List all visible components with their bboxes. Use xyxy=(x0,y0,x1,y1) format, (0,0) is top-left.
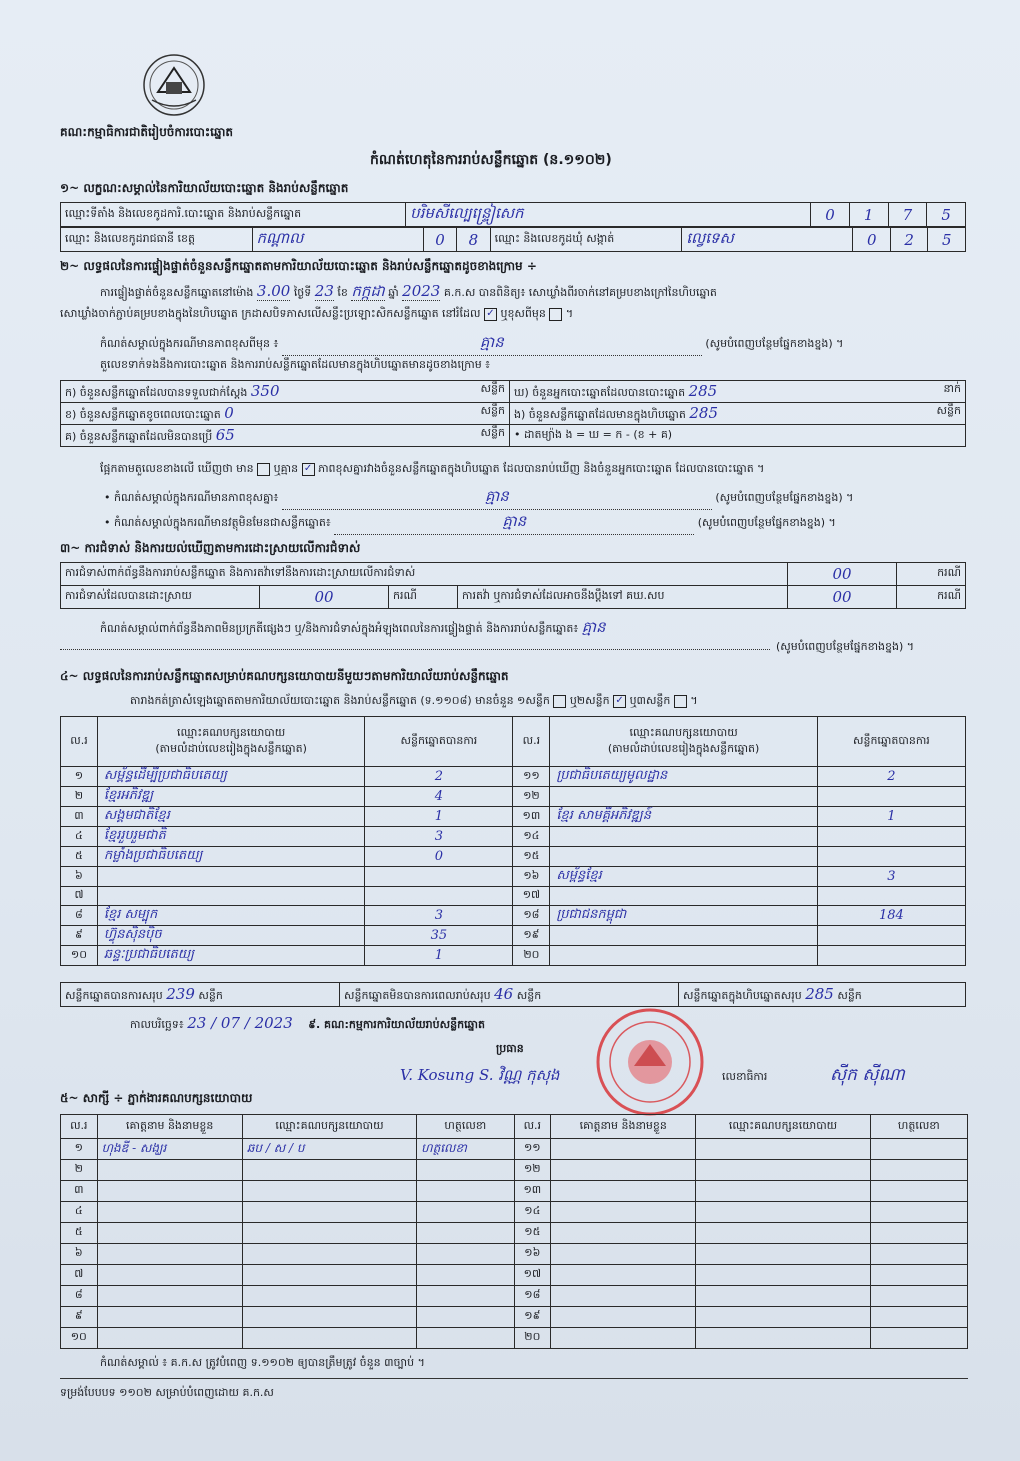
table-row xyxy=(61,867,966,887)
row-number: ២ xyxy=(61,1160,98,1181)
commune-code-digit: 0 xyxy=(853,228,890,252)
witness-signature[interactable] xyxy=(417,1202,514,1223)
witness-name xyxy=(551,1223,696,1244)
difference-note-line xyxy=(100,333,960,356)
figure-label: ក) ចំនួនសន្លឹកឆ្នោតដែលបានទទួលជាក់ស្តែង xyxy=(65,385,248,399)
witness-party xyxy=(242,1181,416,1202)
witness-name xyxy=(97,1307,242,1328)
totals-table: សន្លឹកឆ្នោតបានការសរុប 239 សន្លឹក សន្លឹកឆ្នោតមិនបានការពេលរាប់សរុប 46 សន្លឹក សន្លឹកឆ្នោតក្នុងហិបឆ្នោតសរុប 285 សន្លឹក xyxy=(60,982,966,1007)
document-title: កំណត់ហេតុនៃការរាប់សន្លឹកឆ្នោត (ន.១១០២) xyxy=(370,152,612,168)
row-number: ៧ xyxy=(61,887,98,906)
table-row xyxy=(61,1307,968,1328)
row-number: ១១ xyxy=(513,767,550,787)
party-name xyxy=(97,887,364,906)
table-row xyxy=(61,946,966,966)
table-row xyxy=(61,1328,968,1349)
party-votes: 1 xyxy=(365,946,513,966)
party-name xyxy=(550,847,817,867)
figure-value: 350 xyxy=(250,381,280,400)
row-number: ៤ xyxy=(61,1202,98,1223)
row-number: ៨ xyxy=(61,906,98,926)
witness-party xyxy=(242,1286,416,1307)
figure-label: ឃ) ចំនួនអ្នកបោះឆ្នោតដែលបានបោះឆ្នោត xyxy=(514,385,686,399)
witness-signature[interactable]: ហត្ថលេខា xyxy=(417,1139,514,1160)
witness-party xyxy=(242,1160,416,1181)
witness-party xyxy=(696,1202,870,1223)
witness-signature[interactable] xyxy=(417,1307,514,1328)
nec-emblem-logo xyxy=(138,52,210,118)
office-label: ឈ្មោះទីតាំង និងលេខកូដការិ.បោះឆ្នោត និងរាប់សន្លឹកឆ្នោត xyxy=(61,203,406,227)
figure-unit: សន្លឹក xyxy=(480,425,505,439)
tally-sheet-text: តារាងកត់ត្រាសំឡេងឆ្នោតតាមការិយាល័យបោះឆ្នោត និងរាប់សន្លឹកឆ្នោត (ទ.១១០៨) មានចំនួន ១សន្លឹក xyxy=(130,694,550,707)
three-sheet-checkbox[interactable] xyxy=(674,695,687,708)
total-valid-label: សន្លឹកឆ្នោតបានការសរុប xyxy=(65,988,163,1002)
one-sheet-checkbox[interactable] xyxy=(553,695,566,708)
verification-time: 3.00 xyxy=(256,282,291,300)
row-number: ១១ xyxy=(514,1139,551,1160)
witness-party xyxy=(696,1223,870,1244)
section2-heading: ២~ លទ្ធផលនៃការផ្ទៀងផ្ទាត់ចំនួនសន្លឹកឆ្នោតតាមការិយាល័យបោះឆ្នោត និងរាប់សន្លឹកឆ្នោតដូចខាងក្រោម ÷ xyxy=(60,259,537,273)
col-party: ឈ្មោះគណបក្សនយោបាយ xyxy=(696,1115,870,1139)
col-party: ឈ្មោះគណបក្សនយោបាយ (តាមលំដាប់លេខរៀងក្នុងសន្លឹកឆ្នោត) xyxy=(550,717,817,767)
col-no: ល.រ xyxy=(61,1115,98,1139)
date-label: កាលបរិច្ឆេទ៖ xyxy=(130,1018,184,1031)
col-party: ឈ្មោះគណបក្សនយោបាយ (តាមលំដាប់លេខរៀងក្នុងសន្លឹកឆ្នោត) xyxy=(97,717,364,767)
row-number: ១៥ xyxy=(514,1223,551,1244)
total-invalid-label: សន្លឹកឆ្នោតមិនបានការពេលរាប់សរុប xyxy=(344,988,491,1002)
appeal-count: 00 xyxy=(788,586,897,609)
col-votes: សន្លឹកឆ្នោតបានការ xyxy=(817,717,965,767)
table-row xyxy=(61,767,966,787)
party-votes xyxy=(817,946,965,966)
col-votes: សន្លឹកឆ្នោតបានការ xyxy=(365,717,513,767)
verification-day: 23 xyxy=(314,282,334,300)
appeal-label: ការតវ៉ា ឬការជំទាស់ដែលអាចនឹងប្តឹងទៅ គឃ.សប xyxy=(458,586,788,609)
row-number: ៤ xyxy=(61,827,98,847)
figure-unit: សន្លឹក xyxy=(480,381,505,395)
row-number: ២០ xyxy=(514,1328,551,1349)
province-name: កណ្តាល xyxy=(252,228,423,252)
day-label: ថ្ងៃទី xyxy=(293,286,312,299)
province-table xyxy=(60,227,966,252)
province-label: ឈ្មោះ និងលេខកូដរាជធានី ខេត្ត xyxy=(61,228,253,252)
commune-name: ល្វេទេស xyxy=(682,228,853,252)
irregularity-note-tail: (សូមបំពេញបន្ថែមផ្នែកខាងខ្នង) ។ xyxy=(776,640,915,653)
figures-row xyxy=(61,403,966,425)
party-votes: 3 xyxy=(365,906,513,926)
col-name: គោត្តនាម និងនាមខ្លួន xyxy=(97,1115,242,1139)
date-value: 23 / 07 / 2023 xyxy=(187,1014,293,1032)
unit-label: ករណី xyxy=(389,586,458,609)
witness-signature[interactable] xyxy=(417,1286,514,1307)
row-number: ១៤ xyxy=(514,1202,551,1223)
discrepancy-tail: ភាពខុសគ្នារវាងចំនួនសន្លឹកឆ្នោតក្នុងហិបឆ្នោត ដែលបានរាប់ឃើញ និងចំនួនអ្នកបោះឆ្នោត ដែលបានបោះឆ្នោត ។ xyxy=(318,462,765,475)
witness-name xyxy=(551,1244,696,1265)
row-number: ៣ xyxy=(61,1181,98,1202)
row-number: ៧ xyxy=(61,1265,98,1286)
verification-text: ការផ្ទៀងផ្ទាត់ចំនួនសន្លឹកឆ្នោតនៅម៉ោង xyxy=(100,286,254,299)
commune-code-digit: 5 xyxy=(928,228,966,252)
row-number: ៦ xyxy=(61,1244,98,1265)
complaints-table xyxy=(60,562,966,609)
party-votes: 35 xyxy=(365,926,513,946)
witness-name xyxy=(551,1139,696,1160)
province-code-digit: 8 xyxy=(457,228,490,252)
difference-note-value: គ្មាន xyxy=(282,333,702,356)
row-number: ២០ xyxy=(513,946,550,966)
unit-label: ករណី xyxy=(897,586,966,609)
party-votes: 3 xyxy=(365,827,513,847)
footer-divider xyxy=(60,1378,968,1379)
row-number: ១៨ xyxy=(513,906,550,926)
party-votes: 184 xyxy=(817,906,965,926)
witness-party xyxy=(242,1223,416,1244)
total-box-label: សន្លឹកឆ្នោតក្នុងហិបឆ្នោតសរុប xyxy=(683,988,802,1002)
figures-intro: តួលេខទាក់ទងនឹងការបោះឆ្នោត និងការរាប់សន្លឹកឆ្នោតដែលមានក្នុងហិបឆ្នោតមានដូចខាងក្រោម ៖ xyxy=(100,358,491,371)
col-name: គោត្តនាម និងនាមខ្លួន xyxy=(551,1115,696,1139)
counting-committee: ៩. គណ:កម្មការការិយាល័យរាប់សន្លឹកឆ្នោត xyxy=(308,1018,486,1031)
row-number: ៥ xyxy=(61,1223,98,1244)
party-name: ខ្មែរ សម្បុក xyxy=(97,906,364,926)
row-number: ១៣ xyxy=(514,1181,551,1202)
witness-signature[interactable] xyxy=(870,1265,967,1286)
party-name: ឆន្ទៈប្រជាធិបតេយ្យ xyxy=(97,946,364,966)
row-number: ១៨ xyxy=(514,1286,551,1307)
row-number: ១០ xyxy=(61,1328,98,1349)
party-name xyxy=(550,787,817,807)
formula-text: • ដាតម្យ៉ាង ង = ឃ = ក - (ខ + គ) xyxy=(514,427,673,441)
witness-name: ហុងឌី - សង្ឃរ xyxy=(97,1139,242,1160)
witness-name xyxy=(97,1265,242,1286)
witness-party xyxy=(242,1265,416,1286)
figure-unit: សន្លឹក xyxy=(936,403,961,417)
col-party: ឈ្មោះគណបក្សនយោបាយ xyxy=(242,1115,416,1139)
commune-code-digit: 2 xyxy=(890,228,927,252)
witness-name xyxy=(97,1202,242,1223)
figure-value: 65 xyxy=(215,425,235,444)
row-number: ៦ xyxy=(61,867,98,887)
row-number: ៨ xyxy=(61,1286,98,1307)
col-no: ល.រ xyxy=(61,717,98,767)
irregularity-note-line xyxy=(100,618,966,640)
witness-party xyxy=(696,1328,870,1349)
table-row xyxy=(61,887,966,906)
party-results-table xyxy=(60,716,966,966)
witness-party: ឆប / ស / ប xyxy=(242,1139,416,1160)
table-row xyxy=(61,1286,968,1307)
row-number: ១៤ xyxy=(513,827,550,847)
discrepancy-note-line xyxy=(104,487,964,510)
witness-signature[interactable] xyxy=(870,1244,967,1265)
witness-party xyxy=(696,1286,870,1307)
verification-line xyxy=(100,282,970,304)
row-number: ៩ xyxy=(61,926,98,946)
witness-signature[interactable] xyxy=(870,1139,967,1160)
figure-label: គ) ចំនួនសន្លឹកឆ្នោតដែលមិនបានប្រើ xyxy=(65,429,213,443)
party-votes: 3 xyxy=(817,867,965,887)
office-code-digit: 5 xyxy=(927,203,966,227)
table-row xyxy=(61,827,966,847)
party-votes xyxy=(817,787,965,807)
row-number: ៥ xyxy=(61,847,98,867)
table-row xyxy=(61,926,966,946)
witness-signature[interactable] xyxy=(417,1328,514,1349)
verification-text-end: គ.ក.ស បានពិនិត្យ៖ សោឃ្លាំងពីរចាក់នៅគម្របខាងក្រៅនៃហិបឆ្នោត xyxy=(443,286,717,299)
witness-party xyxy=(242,1202,416,1223)
resolved-label: ការជំទាស់ដែលបានដោះស្រាយ xyxy=(61,586,260,609)
party-name xyxy=(550,827,817,847)
witness-signature[interactable] xyxy=(870,1202,967,1223)
row-number: ២ xyxy=(61,787,98,807)
witness-signature[interactable] xyxy=(417,1160,514,1181)
section5-heading: ៥~ សាក្សី ÷ ភ្នាក់ងារគណបក្សនយោបាយ xyxy=(60,1091,253,1105)
secretary-signature: សុីក ស៊ីណា xyxy=(830,1065,905,1085)
discrepancy-line xyxy=(100,462,764,478)
table-row xyxy=(61,847,966,867)
foreign-object-value: គ្មាន xyxy=(334,512,694,535)
section1-heading: ១~ លក្ខណ:សម្គាល់នៃការិយាល័យបោះឆ្នោត និងរាប់សន្លឹកឆ្នោត xyxy=(60,181,349,195)
form-identifier: ទម្រង់បែបបទ ១១០២ សម្រាប់បំពេញដោយ គ.ក.ស xyxy=(60,1386,274,1399)
row-number: ១ xyxy=(61,1139,98,1160)
verification-year: 2023 xyxy=(402,282,441,300)
table-row xyxy=(61,1244,968,1265)
seal-check-line: សោឃ្លាំងចាក់ភ្ជាប់គម្របខាងក្នុងនៃហិបឆ្នោត ក្រដាសបិទភាសលើសន្លឹះប្រឡោះសិកសន្លឹកឆ្នោត នៅរំដែល ✓ ឬខុសពីមុន ។ xyxy=(60,307,574,320)
party-name xyxy=(550,926,817,946)
witness-signature[interactable] xyxy=(417,1223,514,1244)
col-no: ល.រ xyxy=(513,717,550,767)
witness-name xyxy=(97,1286,242,1307)
witness-party xyxy=(696,1307,870,1328)
party-votes xyxy=(365,887,513,906)
party-votes: 2 xyxy=(817,767,965,787)
row-number: ១៣ xyxy=(513,807,550,827)
two-sheet-checkbox[interactable]: ✓ xyxy=(613,695,626,708)
witness-party xyxy=(696,1244,870,1265)
witness-party xyxy=(242,1307,416,1328)
no-discrepancy-label: ឬគ្មាន xyxy=(273,462,299,475)
row-number: ១៦ xyxy=(513,867,550,887)
province-code-digit: 0 xyxy=(423,228,456,252)
table-row xyxy=(61,906,966,926)
tally-sheet-line xyxy=(130,694,698,710)
different-checkbox[interactable] xyxy=(549,308,562,321)
party-name: ប្រជាធិបតេយ្យមូលដ្ឋាន xyxy=(550,767,817,787)
no-discrepancy-checkbox[interactable]: ✓ xyxy=(302,463,315,476)
figure-unit: សន្លឹក xyxy=(480,403,505,417)
figure-value: 0 xyxy=(224,403,234,422)
row-number: ១៩ xyxy=(513,926,550,946)
month-label: ខែ xyxy=(337,286,348,299)
party-votes xyxy=(365,867,513,887)
party-name: ប្រជាជនកម្ពុជា xyxy=(550,906,817,926)
section4-heading: ៤~ លទ្ធផលនៃការរាប់សន្លឹកឆ្នោតសម្រាប់គណបក្សនយោបាយនីមួយៗតាមការិយាល័យរាប់សន្លឹកឆ្នោត xyxy=(60,669,509,683)
tally-sheet-end: ។ xyxy=(690,694,698,707)
table-row xyxy=(61,1181,968,1202)
verification-month: កក្កដា xyxy=(351,282,385,300)
party-votes xyxy=(817,926,965,946)
two-sheet-label: ឬ២សន្លឹក xyxy=(569,694,610,707)
office-code-digit: 7 xyxy=(888,203,927,227)
foreign-object-label: • កំណត់សម្គាល់ក្នុងករណីមានវត្ថុមិនមែនជាសន្លឹកឆ្នោត៖ xyxy=(104,516,331,529)
row-number: ១២ xyxy=(513,787,550,807)
unit-label: ករណី xyxy=(897,563,966,586)
seal-text: សោឃ្លាំងចាក់ភ្ជាប់គម្របខាងក្នុងនៃហិបឆ្នោត ក្រដាសបិទភាសលើសន្លឹះប្រឡោះសិកសន្លឹកឆ្នោត នៅរំដែល xyxy=(60,307,481,320)
office-code-digit: 1 xyxy=(849,203,888,227)
party-name xyxy=(97,867,364,887)
party-name xyxy=(550,887,817,906)
table-row xyxy=(61,1265,968,1286)
party-name: ខ្មែរអភិវឌ្ឍ xyxy=(97,787,364,807)
table-row xyxy=(61,1139,968,1160)
witness-party xyxy=(242,1244,416,1265)
difference-note-tail: (សូមបំពេញបន្ថែមផ្នែកខាងខ្នង) ។ xyxy=(705,337,844,350)
witness-party xyxy=(696,1181,870,1202)
discrepancy-note-value: គ្មាន xyxy=(282,487,712,510)
party-name: កម្លាំងប្រជាធិបតេយ្យ xyxy=(97,847,364,867)
row-number: ១៧ xyxy=(513,887,550,906)
party-name xyxy=(550,946,817,966)
party-name: សង្គមជាតិខ្មែរ xyxy=(97,807,364,827)
total-invalid-value: 46 xyxy=(494,984,514,1003)
witness-name xyxy=(97,1328,242,1349)
year-label: ឆ្នាំ xyxy=(388,286,399,299)
witness-name xyxy=(551,1328,696,1349)
official-stamp-seal xyxy=(590,1004,710,1120)
discrepancy-note-tail: (សូមបំពេញបន្ថែមផ្នែកខាងខ្នង) ។ xyxy=(715,491,854,504)
chair-label: ប្រធាន xyxy=(496,1042,524,1055)
row-number: ១ xyxy=(61,767,98,787)
witness-signature[interactable] xyxy=(417,1244,514,1265)
difference-note-label: កំណត់សម្គាល់ក្នុងករណីមានភាពខុសពីមុន ៖ xyxy=(100,337,279,350)
party-votes: 0 xyxy=(365,847,513,867)
footer-note: កំណត់សម្គាល់ ៖ គ.ក.ស ត្រូវបំពេញ ទ.១១០២ ឲ្យបានត្រឹមត្រូវ ចំនួន ៣ច្បាប់ ។ xyxy=(100,1356,425,1369)
row-number: ១៧ xyxy=(514,1265,551,1286)
party-votes xyxy=(817,887,965,906)
witness-signature[interactable] xyxy=(870,1181,967,1202)
complaint-count: 00 xyxy=(788,563,897,586)
party-votes xyxy=(817,827,965,847)
table-row xyxy=(61,1202,968,1223)
witness-signature[interactable] xyxy=(870,1160,967,1181)
table-row xyxy=(61,787,966,807)
discrepancy-note-label: • កំណត់សម្គាល់ក្នុងករណីមានភាពខុសគ្នា៖ xyxy=(104,491,279,504)
committee-name: គណ:កម្មាធិការជាតិរៀបចំការបោះឆ្នោត xyxy=(60,125,234,139)
party-name: សម្ព័ន្ធខ្មែរ xyxy=(550,867,817,887)
table-row xyxy=(61,1160,968,1181)
date-line xyxy=(130,1014,485,1034)
col-signature: ហត្ថលេខា xyxy=(417,1115,514,1139)
row-number: ១៦ xyxy=(514,1244,551,1265)
witness-name xyxy=(97,1244,242,1265)
party-votes: 4 xyxy=(365,787,513,807)
ballot-figures-table xyxy=(60,380,966,447)
row-number: ៩ xyxy=(61,1307,98,1328)
figure-label: ខ) ចំនួនសន្លឹកឆ្នោតខូចពេលបោះឆ្នោត xyxy=(65,407,221,421)
witness-name xyxy=(551,1265,696,1286)
witness-party xyxy=(242,1328,416,1349)
witness-party xyxy=(696,1139,870,1160)
irregularity-note-label: កំណត់សម្គាល់ពាក់ព័ន្ធនឹងភាពមិនប្រក្រតីផ្សេងៗ ឬ/និងការជំទាស់ក្នុងអំឡុងពេលនៃការផ្ទៀងផ្ទាត់ និងការរាប់សន្លឹកឆ្នោត៖ xyxy=(100,622,579,635)
different-label: ឬខុសពីមុន xyxy=(500,307,546,320)
row-number: ៣ xyxy=(61,807,98,827)
has-discrepancy-checkbox[interactable] xyxy=(257,463,270,476)
witness-signature[interactable] xyxy=(870,1307,967,1328)
row-number: ១២ xyxy=(514,1160,551,1181)
table-row xyxy=(61,807,966,827)
total-valid-value: 239 xyxy=(166,984,195,1003)
witness-signature[interactable] xyxy=(417,1181,514,1202)
witness-signature[interactable] xyxy=(870,1286,967,1307)
row-number: ១៥ xyxy=(513,847,550,867)
resolved-count: 00 xyxy=(260,586,389,609)
office-code-digit: 0 xyxy=(811,203,850,227)
chair-signature: V. Kosung S. វិណ្ណ កុសុង xyxy=(400,1066,560,1084)
witness-table xyxy=(60,1114,968,1349)
complaint-label: ការជំទាស់ពាក់ព័ន្ធនឹងការរាប់សន្លឹកឆ្នោត និងការតវ៉ាទៅនឹងការដោះស្រាយលើការជំទាស់ xyxy=(61,563,788,586)
witness-name xyxy=(97,1223,242,1244)
party-name: ខ្មែរ សាមគ្គីអភិវឌ្ឍន៍ xyxy=(550,807,817,827)
witness-signature[interactable] xyxy=(870,1223,967,1244)
discrepancy-text: ផ្អែកតាមតួលេខខាងលើ ឃើញថា មាន xyxy=(100,462,254,475)
row-number: ១០ xyxy=(61,946,98,966)
witness-name xyxy=(97,1160,242,1181)
three-sheet-label: ឬ៣សន្លឹក xyxy=(629,694,671,707)
foreign-object-tail: (សូមបំពេញបន្ថែមផ្នែកខាងខ្នង) ។ xyxy=(697,516,836,529)
witness-signature[interactable] xyxy=(417,1265,514,1286)
witness-signature[interactable] xyxy=(870,1328,967,1349)
irregularity-note-value: គ្មាន xyxy=(581,618,606,636)
figure-label: ង) ចំនួនសន្លឹកឆ្នោតដែលមានក្នុងហិបឆ្នោត xyxy=(514,407,686,421)
figures-row xyxy=(61,381,966,403)
same-checkbox[interactable]: ✓ xyxy=(484,308,497,321)
commune-label: ឈ្មោះ និងលេខកូដឃុំ សង្កាត់ xyxy=(490,228,682,252)
party-votes: 1 xyxy=(365,807,513,827)
secretary-label: លេខាធិការ xyxy=(722,1070,768,1083)
party-name: សម្ព័ន្ធដើម្បីប្រជាធិបតេយ្យ xyxy=(97,767,364,787)
party-votes: 1 xyxy=(817,807,965,827)
witness-name xyxy=(551,1307,696,1328)
table-row xyxy=(61,1223,968,1244)
dotted-line xyxy=(60,648,770,650)
party-votes: 2 xyxy=(365,767,513,787)
office-name: បរិមសីល្បេន្ទ្រៀសេក xyxy=(406,203,811,227)
col-signature: ហត្ថលេខា xyxy=(870,1115,967,1139)
row-number: ១៩ xyxy=(514,1307,551,1328)
col-no: ល.រ xyxy=(514,1115,551,1139)
figure-value: 285 xyxy=(688,381,718,400)
party-name: ហ៊្វុនស៊ិនប៉ិច xyxy=(97,926,364,946)
party-name: ខ្មែររួបរួមជាតិ xyxy=(97,827,364,847)
witness-name xyxy=(97,1181,242,1202)
figure-unit: នាក់ xyxy=(943,381,961,395)
section3-heading: ៣~ ការជំទាស់ និងការយល់ឃើញតាមការដោះស្រាយលើការជំទាស់ xyxy=(60,541,361,555)
witness-name xyxy=(551,1286,696,1307)
party-votes xyxy=(817,847,965,867)
witness-party xyxy=(696,1160,870,1181)
polling-station-table xyxy=(60,202,966,227)
figure-value: 285 xyxy=(689,403,719,422)
witness-name xyxy=(551,1202,696,1223)
total-box-value: 285 xyxy=(805,984,834,1003)
witness-name xyxy=(551,1181,696,1202)
witness-party xyxy=(696,1265,870,1286)
foreign-object-note-line xyxy=(104,512,964,535)
figures-row xyxy=(61,425,966,447)
witness-name xyxy=(551,1160,696,1181)
